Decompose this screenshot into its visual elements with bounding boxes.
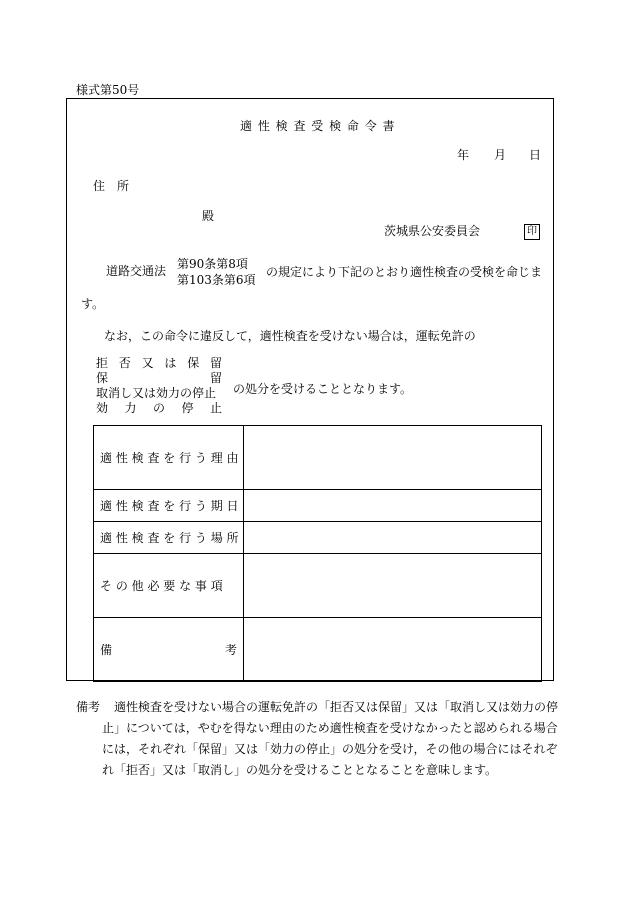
table-row — [94, 426, 542, 490]
inspection-table — [93, 425, 542, 682]
form-number: 様式第50号 — [76, 83, 140, 97]
honorific: 殿 — [202, 209, 215, 223]
row-value-place — [244, 522, 542, 554]
law-name: 道路交通法 — [106, 264, 167, 278]
law-article-1: 第90条第8項 — [177, 257, 248, 271]
disposition-revoke-suspend: 取消し又は効力の停止 — [96, 386, 217, 400]
table-row — [94, 522, 542, 554]
remarks-line-4: れ「拒否」又は「取消し」の処分を受けることとなることを意味します。 — [102, 763, 498, 777]
seal-mark: 印 — [524, 224, 540, 240]
row-label-place: 適 性 検 査 を 行 う 場 所 — [94, 522, 244, 554]
remarks-line-3: には，それぞれ「保留」又は「効力の停止」の処分を受け，その他の場合にはそれぞ — [102, 742, 558, 756]
row-label-reason: 適 性 検 査 を 行 う 理 由 — [94, 426, 244, 490]
table-row — [94, 618, 542, 682]
law-text-line2: す。 — [81, 297, 105, 311]
row-value-other — [244, 554, 542, 618]
document-title: 適 性 検 査 受 検 命 令 書 — [240, 119, 396, 133]
address-label: 住 所 — [93, 179, 130, 193]
issuer-name: 茨城県公安委員会 — [384, 224, 481, 238]
remarks-line-1: 適性検査を受けない場合の運転免許の「拒否又は保留」又は「取消し又は効力の停 — [114, 700, 559, 714]
row-value-remarks — [244, 618, 542, 682]
law-text-line1: の規定により下記のとおり適性検査の受検を命じま — [266, 265, 543, 279]
day-label: 日 — [529, 148, 542, 162]
row-value-date — [244, 490, 542, 522]
notice-text: なお，この命令に違反して，適性検査を受けない場合は，運転免許の — [104, 329, 476, 343]
disposition-suspend: 効 力 の 停 止 — [96, 401, 222, 415]
year-label: 年 — [457, 148, 470, 162]
row-label-other: そ の 他 必 要 な 事 項 — [94, 554, 244, 618]
disposition-hold: 保 留 — [96, 371, 222, 385]
row-value-reason — [244, 426, 542, 490]
month-label: 月 — [494, 148, 507, 162]
row-label-date: 適 性 検 査 を 行 う 期 日 — [94, 490, 244, 522]
disposition-suffix: の処分を受けることとなります。 — [233, 382, 413, 396]
law-article-2: 第103条第6項 — [177, 273, 256, 287]
remarks-line-2: 止」については，やむを得ない理由のため適性検査を受けなかったと認められる場合 — [102, 721, 558, 735]
row-label-remarks: 備 考 — [94, 618, 244, 682]
disposition-refuse-hold: 拒 否 又 は 保 留 — [96, 356, 222, 370]
remarks-heading: 備考 — [76, 700, 101, 714]
table-row — [94, 554, 542, 618]
table-row — [94, 490, 542, 522]
